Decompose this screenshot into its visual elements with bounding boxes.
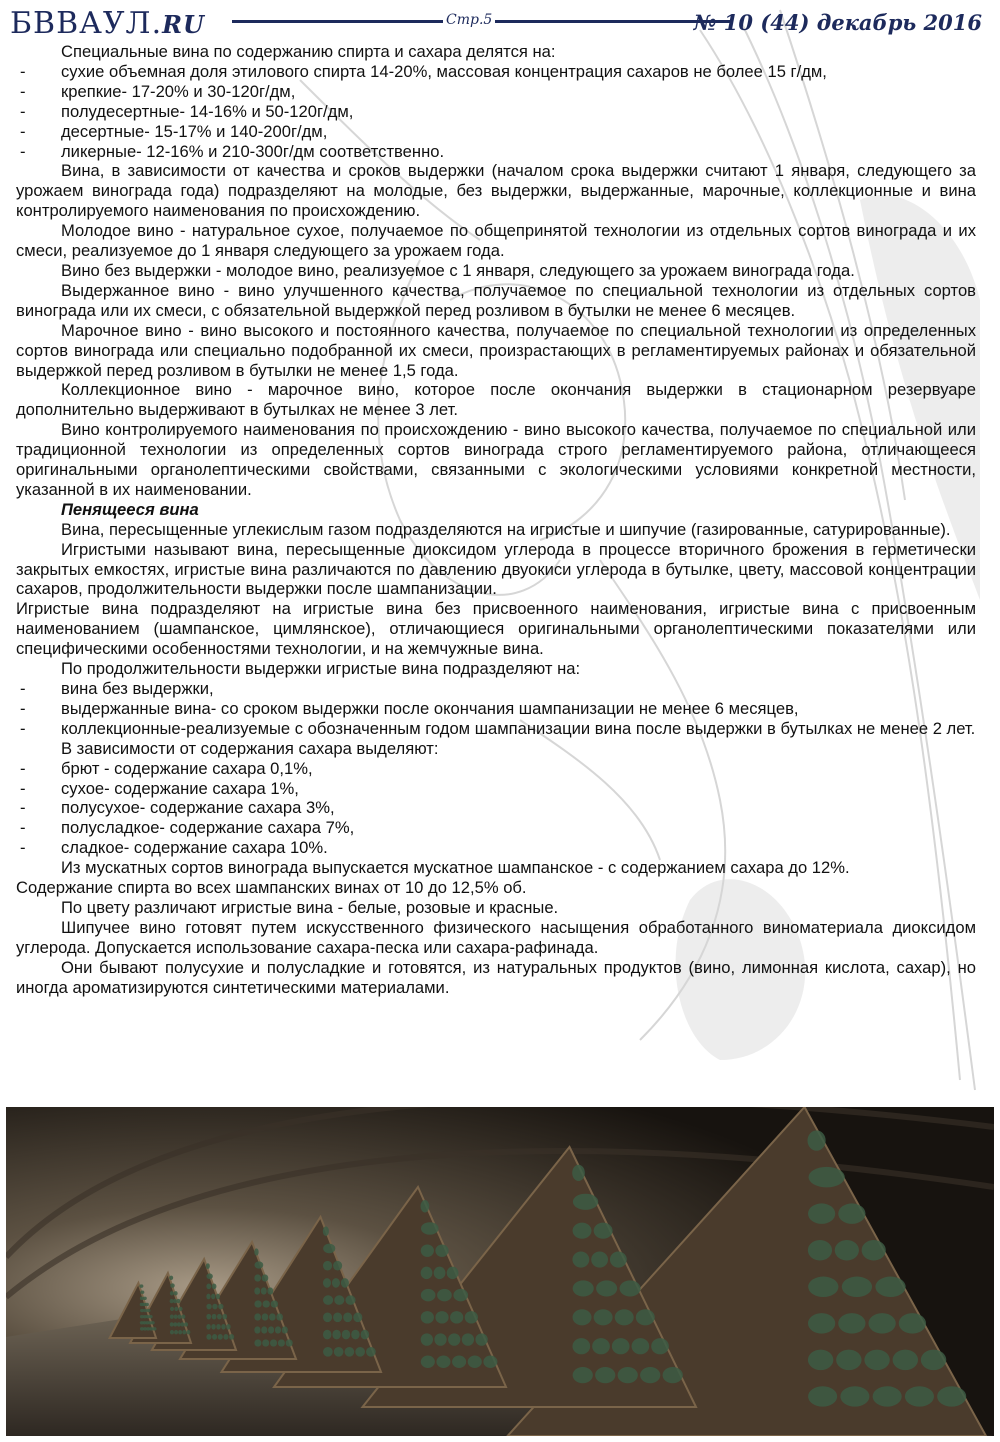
bottle	[332, 1330, 340, 1340]
bottle	[334, 1347, 344, 1357]
bottle	[216, 1324, 220, 1330]
bottle	[174, 1291, 178, 1295]
bottle	[151, 1321, 155, 1324]
bottle	[170, 1322, 174, 1326]
bottle	[261, 1287, 267, 1294]
bottle	[226, 1324, 230, 1330]
bottle	[632, 1338, 650, 1354]
article-body	[16, 42, 976, 998]
bottle	[462, 1333, 474, 1345]
bottle	[170, 1314, 174, 1318]
bottle	[323, 1295, 333, 1305]
bottle	[323, 1226, 329, 1236]
bottle	[254, 1339, 261, 1346]
bottle	[145, 1303, 149, 1306]
paragraph: Содержание спирта во всех шампанских винах от 10 до 12,5% об.	[16, 878, 527, 898]
bottle	[351, 1330, 359, 1340]
bottle	[342, 1330, 350, 1340]
bottle	[808, 1313, 835, 1333]
bottle	[212, 1304, 217, 1310]
bottle	[323, 1261, 332, 1271]
bottle	[435, 1311, 448, 1323]
paragraph: Игристыми называют вина, пересыщенные диоксидом углерода в процессе вторичного брожения в герметически закрытых емкостях, игристые вина различаются по давлению двуокиси углерода в бутылке, цвету, массовой концентрации сахаров, продолжительности выдержки после шампанизации.	[16, 539, 976, 599]
masthead-suffix: RU	[162, 10, 205, 39]
bottle	[612, 1338, 630, 1354]
bottle	[170, 1299, 174, 1303]
bottle	[212, 1334, 217, 1340]
bottle	[620, 1280, 641, 1296]
bottle	[864, 1350, 889, 1370]
bottle	[186, 1330, 190, 1334]
bottle	[173, 1299, 177, 1303]
bottle	[206, 1294, 210, 1300]
bottle	[808, 1350, 833, 1370]
list-item: - десертные- 15-17% и 140-200г/дм,	[16, 122, 976, 142]
page-header	[0, 0, 1000, 44]
bottle	[808, 1130, 826, 1150]
bottle	[184, 1322, 188, 1326]
bottle	[323, 1278, 331, 1288]
bottle	[640, 1367, 660, 1383]
page-number: Стр.5	[443, 12, 495, 28]
bottle	[937, 1386, 966, 1406]
paragraph: Молодое вино - натуральное сухое, получаемое по общепринятой технологии из отдельных сортов винограда и их смеси, реализуемое до 1 января следующего за урожаем года.	[16, 221, 976, 261]
bottle	[468, 1356, 482, 1368]
paragraph: В зависимости от содержания сахара выделяют:	[61, 738, 439, 758]
bottle	[176, 1299, 180, 1303]
paragraph: Вино контролируемого наименования по происхождению - вино высокого качества, получаемое по специальной или традиционной технологии из определенных сортов винограда строго регламентируемого района, отличающееся оригинальными органолептическими свойствами, связанными с экологическими условиями конкретной местности, указанной в их наименовании.	[16, 420, 976, 499]
bottle	[572, 1251, 589, 1267]
bottle	[276, 1313, 283, 1320]
bottle	[838, 1203, 865, 1223]
issue-info: № 10 (44) декабрь 2016	[693, 10, 982, 35]
bottle	[254, 1300, 261, 1307]
bottle	[893, 1350, 918, 1370]
bottle	[434, 1267, 446, 1279]
bottle	[179, 1307, 183, 1311]
bottle	[421, 1222, 439, 1234]
bottle	[254, 1313, 261, 1320]
bottle	[447, 1267, 459, 1279]
bottle	[334, 1295, 344, 1305]
bottle	[453, 1289, 468, 1301]
bottle	[366, 1347, 376, 1357]
bottle	[212, 1284, 217, 1290]
bottle	[592, 1338, 610, 1354]
bottle	[435, 1244, 448, 1256]
bottle	[421, 1267, 433, 1279]
list-item: - полудесертные- 14-16% и 50-120г/дм,	[16, 102, 976, 122]
bottle	[178, 1314, 182, 1318]
bottle	[147, 1309, 151, 1312]
bottle	[212, 1314, 217, 1320]
bottle	[808, 1386, 837, 1406]
bottle	[206, 1273, 212, 1279]
bottle	[261, 1326, 267, 1333]
bottle	[452, 1356, 466, 1368]
list-item: - сухие объемная доля этилового спирта 14-20%, массовая концентрация сахаров не более 15 г/дм,	[16, 62, 976, 82]
bottle	[178, 1330, 182, 1334]
bottle	[262, 1274, 269, 1281]
bottle	[169, 1276, 173, 1280]
list-item: - брют - содержание сахара 0,1%,	[16, 759, 976, 779]
bottle	[170, 1291, 174, 1295]
bottle	[921, 1350, 946, 1370]
bottle	[333, 1261, 342, 1271]
bottle	[840, 1386, 869, 1406]
bottle	[353, 1313, 362, 1323]
bottle	[262, 1339, 269, 1346]
bottle	[323, 1244, 335, 1254]
bottle	[323, 1330, 331, 1340]
bottle	[663, 1367, 683, 1383]
bottle	[421, 1333, 433, 1345]
bottle	[173, 1322, 177, 1326]
bottle	[174, 1330, 178, 1334]
bottle	[594, 1223, 613, 1239]
bottle	[842, 1277, 872, 1297]
bottle	[174, 1307, 178, 1311]
bottle	[140, 1291, 144, 1294]
paragraph: Вина, пересыщенные углекислым газом подразделяются на игристые и шипучие (газированные, сатурированные).	[61, 519, 951, 539]
bottle	[808, 1203, 835, 1223]
bottle	[835, 1240, 859, 1260]
list-item: - крепкие- 17-20% и 30-120г/дм,	[16, 82, 976, 102]
bottle	[343, 1313, 352, 1323]
bottle	[206, 1304, 211, 1310]
paragraph: Из мускатных сортов винограда выпускается мускатное шампанское - с содержанием сахара до 12%.	[61, 858, 850, 878]
bottle	[594, 1309, 613, 1325]
bottle	[572, 1165, 585, 1181]
bottle	[596, 1280, 617, 1296]
bottle	[475, 1333, 487, 1345]
bottle	[341, 1278, 349, 1288]
bottle	[170, 1307, 174, 1311]
bottle	[450, 1311, 463, 1323]
bottle	[181, 1314, 185, 1318]
paragraph: Коллекционное вино - марочное вино, которое после окончания выдержки в стационарном резервуаре дополнительно выдерживают в бутылках не менее 3 лет.	[16, 380, 976, 420]
bottle	[618, 1367, 638, 1383]
bottle	[838, 1313, 865, 1333]
bottle	[217, 1314, 222, 1320]
bottle	[174, 1314, 178, 1318]
bottle	[262, 1313, 269, 1320]
bottle	[278, 1339, 285, 1346]
list-item: - сухое- содержание сахара 1%,	[16, 779, 976, 799]
bottle	[211, 1324, 215, 1330]
bottle	[206, 1314, 211, 1320]
bottle	[636, 1309, 655, 1325]
bottle	[899, 1313, 926, 1333]
masthead-logo	[10, 6, 205, 41]
wine-cellar-photo	[6, 1107, 994, 1436]
bottle	[862, 1240, 886, 1260]
bottle	[421, 1356, 435, 1368]
bottle	[206, 1284, 211, 1290]
bottle	[332, 1278, 340, 1288]
bottle	[139, 1284, 143, 1287]
bottle	[170, 1330, 174, 1334]
bottle	[361, 1330, 369, 1340]
paragraph: Игристые вина подразделяют на игристые вина без присвоенного наименования, игристые вина с присвоенным наименованием (шампанское, цимлянское), отличающиеся оригинальными органолептическими показателями или специфическими особенностями технологии, и на жемчужные вина.	[16, 599, 976, 659]
bottle	[808, 1277, 838, 1297]
bottle	[573, 1223, 592, 1239]
bottle	[905, 1386, 934, 1406]
bottle	[216, 1294, 220, 1300]
bottle	[268, 1326, 274, 1333]
bottle	[595, 1367, 615, 1383]
bottle	[434, 1333, 446, 1345]
bottle	[177, 1322, 181, 1326]
bottle	[323, 1313, 332, 1323]
bottle	[465, 1311, 478, 1323]
list-item: - ликерные- 12-16% и 210-300г/дм соответственно.	[16, 142, 976, 162]
bottle	[254, 1326, 260, 1333]
bottle	[483, 1356, 497, 1368]
bottle	[436, 1356, 450, 1368]
list-item: - полусухое- содержание сахара 3%,	[16, 798, 976, 818]
bottle	[263, 1300, 270, 1307]
bottle	[355, 1347, 365, 1357]
bottle	[211, 1294, 215, 1300]
list-item: - полусладкое- содержание сахара 7%,	[16, 818, 976, 838]
bottle	[254, 1261, 263, 1268]
bottle	[180, 1322, 184, 1326]
bottle	[254, 1274, 261, 1281]
bottle	[323, 1347, 333, 1357]
bottle	[182, 1330, 186, 1334]
bottle	[873, 1386, 902, 1406]
bottle	[869, 1313, 896, 1333]
bottle	[282, 1326, 288, 1333]
paragraph: Вино без выдержки - молодое вино, реализуемое с 1 января, следующего за урожаем винограда года.	[61, 260, 855, 280]
bottle	[267, 1287, 273, 1294]
bottle	[254, 1248, 258, 1255]
bottle	[573, 1280, 594, 1296]
bottle	[610, 1251, 627, 1267]
paragraph: Выдержанное вино - вино улучшенного качества, получаемое по специальной технологии из отдельных сортов винограда или их смеси, с обязательной выдержкой перед розливом в бутылки не менее 6 месяцев.	[16, 280, 976, 320]
bottle	[206, 1263, 210, 1269]
bottle	[420, 1200, 429, 1212]
wine-cellar-illustration	[6, 1107, 994, 1436]
bottle	[254, 1287, 260, 1294]
bottle	[152, 1327, 156, 1330]
bottle	[275, 1326, 281, 1333]
bottle	[421, 1311, 434, 1323]
bottle	[448, 1333, 460, 1345]
bottle	[143, 1297, 147, 1300]
bottle	[218, 1304, 223, 1310]
bottle	[206, 1324, 210, 1330]
paragraph: Вина, в зависимости от качества и сроков выдержки (началом срока выдержки считают 1 января, следующего за урожаем винограда года) подразделяют на молодые, без выдержки, выдержанные, марочные, коллекционные и вина контролируемого наименования по происхождению.	[16, 161, 976, 221]
bottle	[651, 1338, 669, 1354]
paragraph: По цвету различают игристые вина - белые, розовые и красные.	[61, 897, 559, 917]
bottle	[149, 1315, 153, 1318]
bottle	[809, 1167, 845, 1187]
list-item: - коллекционные-реализуемые с обозначенным годом шампанизации вина после выдержки в бутылках не менее 2 лет.	[16, 719, 976, 739]
paragraph: Марочное вино - вино высокого и постоянного качества, получаемое по специальной технологии из определенных сортов винограда или специально подобранной их смеси, произрастающих в регламентируемых районах и обязательной выдержкой перед розливом в бутылки не менее 1,5 года.	[16, 320, 976, 380]
section-subheading: Пенящееся вина	[61, 499, 199, 519]
bottle	[808, 1240, 832, 1260]
bottle	[345, 1347, 355, 1357]
list-item: - сладкое- содержание сахара 10%.	[16, 838, 976, 858]
bottle	[345, 1295, 355, 1305]
list-item: - выдержанные вина- со сроком выдержки после окончания шампанизации не менее 6 месяцев,	[16, 699, 976, 719]
bottle	[591, 1251, 608, 1267]
bottle	[269, 1313, 276, 1320]
bottle	[572, 1338, 590, 1354]
bottle	[218, 1334, 223, 1340]
list-item: - вина без выдержки,	[16, 679, 976, 699]
bottle	[573, 1194, 598, 1210]
paragraph: Шипучее вино готовят путем искусственного физического насыщения обработанного виноматериала диоксидом углерода. Допускается использование сахара-песка или сахара-рафинада.	[16, 917, 976, 957]
bottle	[836, 1350, 861, 1370]
bottle	[286, 1339, 293, 1346]
bottle	[271, 1300, 278, 1307]
bottle	[170, 1283, 175, 1287]
paragraph: Специальные вина по содержанию спирта и сахара делятся на:	[61, 42, 556, 61]
bottle	[421, 1289, 436, 1301]
bottle	[333, 1313, 342, 1323]
masthead-title: БВВАУЛ.	[10, 6, 163, 41]
bottle	[421, 1244, 434, 1256]
bottle	[573, 1309, 592, 1325]
bottle	[573, 1367, 593, 1383]
bottle	[223, 1334, 228, 1340]
bottle	[206, 1334, 211, 1340]
bottle	[615, 1309, 634, 1325]
bottle	[270, 1339, 277, 1346]
paragraph: Они бывают полусухие и полусладкие и готовятся, из натуральных продуктов (вино, лимонная кислота, сахар), но иногда ароматизируются синтетическими материалами.	[16, 957, 976, 997]
bottle	[221, 1324, 225, 1330]
bottle	[875, 1277, 905, 1297]
bottle	[222, 1314, 227, 1320]
bottle	[437, 1289, 452, 1301]
bottle	[229, 1334, 234, 1340]
paragraph: По продолжительности выдержки игристые вина подразделяют на:	[61, 659, 581, 679]
